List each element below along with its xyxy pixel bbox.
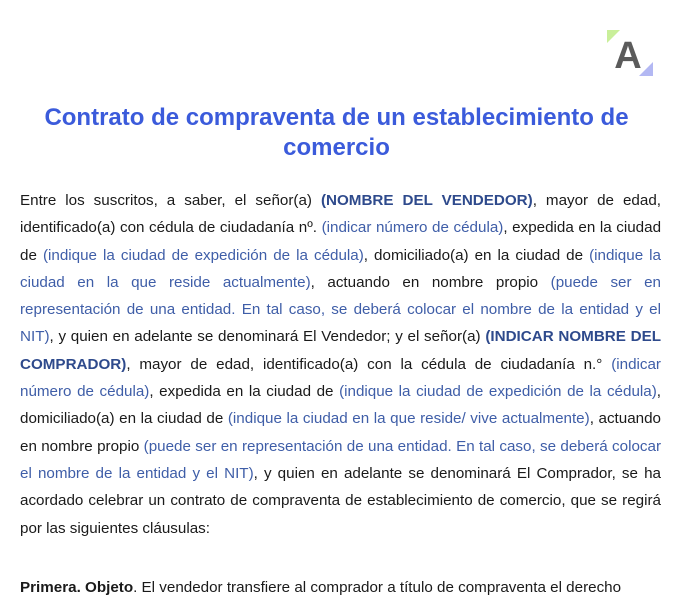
contract-text: , expedida en la ciudad de	[149, 383, 340, 401]
placeholder-field: (indique la ciudad en la que reside/ vive actualmente)	[227, 410, 590, 428]
contract-text: , mayor de edad, identificado(a) con la cédula de ciudadanía n.°	[126, 355, 612, 373]
contract-text: Entre los suscritos, a saber, el señor(a)	[20, 192, 321, 209]
placeholder-field: (indique la ciudad en la que reside actualmente)	[20, 246, 661, 291]
contract-text: , expedida en la ciudad de	[20, 219, 662, 264]
placeholder-field: (indique la ciudad de expedición de la cédula)	[42, 246, 364, 264]
contract-text: , actuando en nombre propio	[20, 410, 661, 455]
placeholder-field: (indique la ciudad de expedición de la cédula)	[339, 383, 657, 401]
contract-text: , y quien en adelante se denominará El Vendedor; y el señor(a)	[49, 328, 486, 346]
contract-text: , domiciliado(a) en la ciudad de	[363, 246, 590, 264]
placeholder-field: (puede ser en representación de una entidad. En tal caso, se deberá colocar el nombre de la entidad y el NIT)	[20, 273, 661, 346]
contract-text: , domiciliado(a) en la ciudad de	[20, 383, 661, 428]
document-title: Contrato de compraventa de un establecimiento de comercio	[44, 104, 629, 161]
clause-first-heading: Primera. Objeto	[20, 579, 134, 596]
clause-first	[20, 574, 661, 601]
placeholder-field: (NOMBRE DEL VENDEDOR)	[320, 192, 533, 209]
brand-logo	[607, 30, 653, 78]
placeholder-field: (puede ser en representación de una entidad. En tal caso, se deberá colocar el nombre de la entidad y el NIT)	[20, 437, 661, 482]
contract-text: , mayor de edad, identificado(a) con cédula de ciudadanía nº.	[20, 192, 661, 237]
contract-text: , actuando en nombre propio	[310, 273, 551, 291]
placeholder-field: (indicar número de cédula)	[20, 355, 661, 401]
placeholder-field: (indicar número de cédula)	[321, 219, 504, 237]
placeholder-field: (INDICAR NOMBRE DEL COMPRADOR)	[20, 328, 661, 373]
intro-paragraph	[20, 187, 661, 542]
clause-first-text: . El vendedor transfiere al comprador a título de compraventa el derecho	[133, 579, 622, 596]
contract-text: , y quien en adelante se denominará El Comprador, se ha acordado celebrar un contrato de compraventa de establecimiento de comercio, que se regirá por las siguientes cláusulas:	[20, 464, 661, 537]
logo-letter: A	[614, 35, 642, 77]
